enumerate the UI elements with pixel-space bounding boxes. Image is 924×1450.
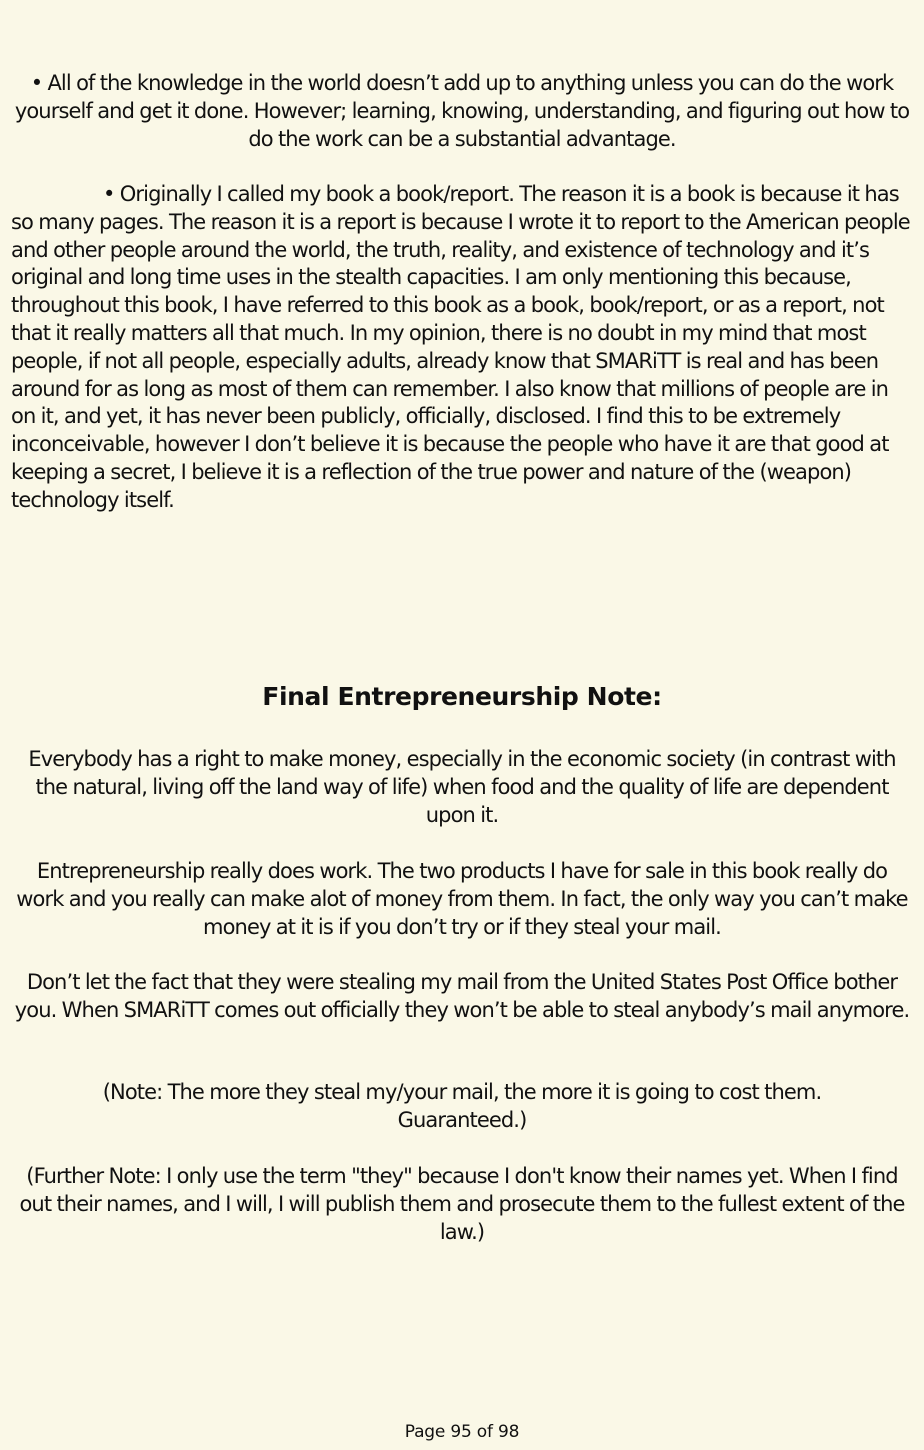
paragraph-further-note: (Further Note: I only use the term "they" because I don't know their names yet. When I find out their names, and I will, I will publish them and prosecute them to the fullest extent of the law.) [19,1164,905,1244]
bullet-marker: • [30,71,43,95]
paragraph-right-to-make-money: Everybody has a right to make money, especially in the economic society (in contrast with the natural, living off the land way of life) when food and the quality of life are dependent upon it. [28,747,896,827]
bullet-text: Originally I called my book a book/report. The reason it is a book is because it has so many pages. The reason it is a report is because I wrote it to report to the American people and other people around the world, the truth, reality, and existence of technology and it’s original and long time uses in the stealth capacities. I am only mentioning this because, throughout this book, I have referred to this book as a book, book/report, or as a report, not that it really matters all that much. In my opinion, there is no doubt in my mind that most people, if not all people, especially adults, already know that SMARiTT is real and has been around for as long as most of them can remember. I also know that millions of people are in on it, and yet, it has never been publicly, officially, disclosed. I find this to be extremely inconceivable, however I don’t believe it is because the people who have it are that good at keeping a secret, I believe it is a reflection of the true power and nature of the (weapon) technology itself. [11,182,910,512]
bullet-paragraph-knowledge [11,70,913,153]
page-number-footer: Page 95 of 98 [404,1422,520,1442]
bullet-marker: • [103,182,115,206]
paragraph-entrepreneurship-works: Entrepreneurship really does work. The two products I have for sale in this book really do work and you really can make alot of money from them. In fact, the only way you can’t make money at it is if you don’t try or if they steal your mail. [16,859,908,939]
paragraph-note: (Note: The more they steal my/your mail, the more it is going to cost them. Guaranteed.) [102,1080,822,1132]
bullet-text: All of the knowledge in the world doesn’t add up to anything unless you can do the work yourself and get it done. However; learning, knowing, understanding, and figuring out how to do the work can be a substantial advantage. [14,71,910,151]
section-heading: Final Entrepreneurship Note: [262,682,662,711]
bullet-paragraph-book-report [11,181,913,515]
paragraph-mail-stealing: Don’t let the fact that they were stealing my mail from the United States Post Office bother you. When SMARiTT comes out officially they won’t be able to steal anybody’s mail anymore. [14,970,910,1022]
